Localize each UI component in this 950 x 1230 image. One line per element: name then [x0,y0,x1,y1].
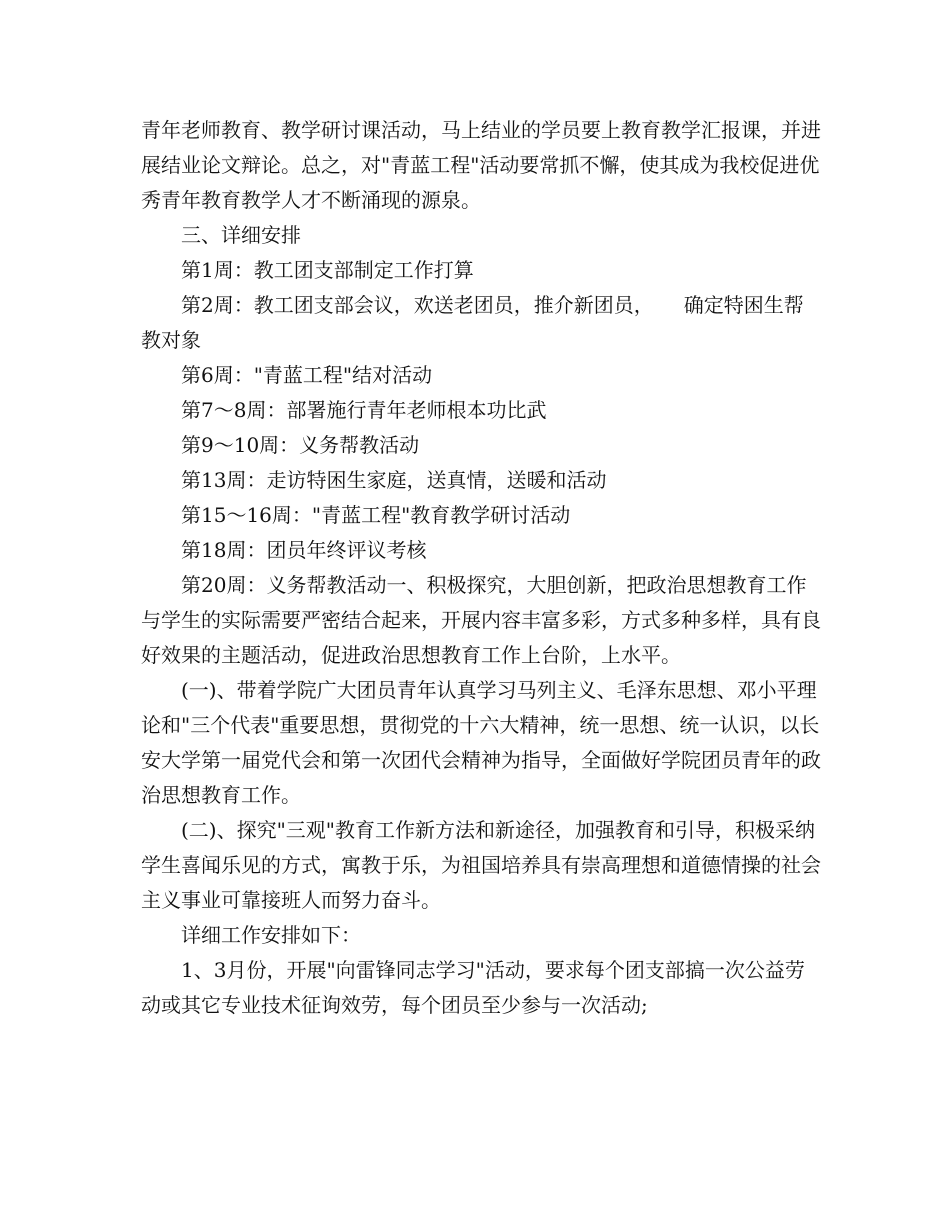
paragraph-march-activity: 1、3月份，开展"向雷锋同志学习"活动，要求每个团支部搞一次公益劳动或其它专业技术征询效劳，每个团员至少参与一次活动; [141,958,805,1017]
schedule-week-15-16: 第15～16周："青蓝工程"教育教学研讨活动 [181,503,571,527]
paragraph-work-arrangement-intro: 详细工作安排如下： [181,923,361,947]
section-heading-detailed-arrangement: 三、详细安排 [181,223,301,247]
schedule-week-9-10: 第9～10周：义务帮教活动 [181,433,420,457]
paragraph-1: 青年老师教育、教学研讨课活动，马上结业的学员要上教育教学汇报课，并进展结业论文辩论。总之，对"青蓝工程"活动要常抓不懈，使其成为我校促进优秀青年教育教学人才不断涌现的源泉。 [141,118,821,212]
paragraph-item-1: (一)、带着学院广大团员青年认真学习马列主义、毛泽东思想、邓小平理论和"三个代表"重要思想，贯彻党的十六大精神，统一思想、统一认识，以长安大学第一届党代会和第一次团代会精神为指导，全面做好学院团员青年的政治思想教育工作。 [141,678,821,807]
schedule-week-13: 第13周：走访特困生家庭，送真情，送暖和活动 [181,468,607,492]
schedule-week-2: 第2周：教工团支部会议，欢送老团员，推介新团员， 确定特困生帮教对象 [141,293,804,352]
schedule-week-1: 第1周：教工团支部制定工作打算 [181,258,474,282]
paragraph-item-2: (二)、探究"三观"教育工作新方法和新途径，加强教育和引导，积极采纳学生喜闻乐见的方式，寓教于乐，为祖国培养具有崇高理想和道德情操的社会主义事业可靠接班人而努力奋斗。 [141,818,821,912]
document-body [141,113,821,1023]
schedule-week-18: 第18周：团员年终评议考核 [181,538,427,562]
schedule-week-6: 第6周："青蓝工程"结对活动 [181,363,433,387]
schedule-week-20: 第20周：义务帮教活动一、积极探究，大胆创新，把政治思想教育工作与学生的实际需要严密结合起来，开展内容丰富多彩，方式多种多样，具有良好效果的主题活动，促进政治思想教育工作上台阶，上水平。 [141,573,821,667]
schedule-week-7-8: 第7～8周：部署施行青年老师根本功比武 [181,398,547,422]
